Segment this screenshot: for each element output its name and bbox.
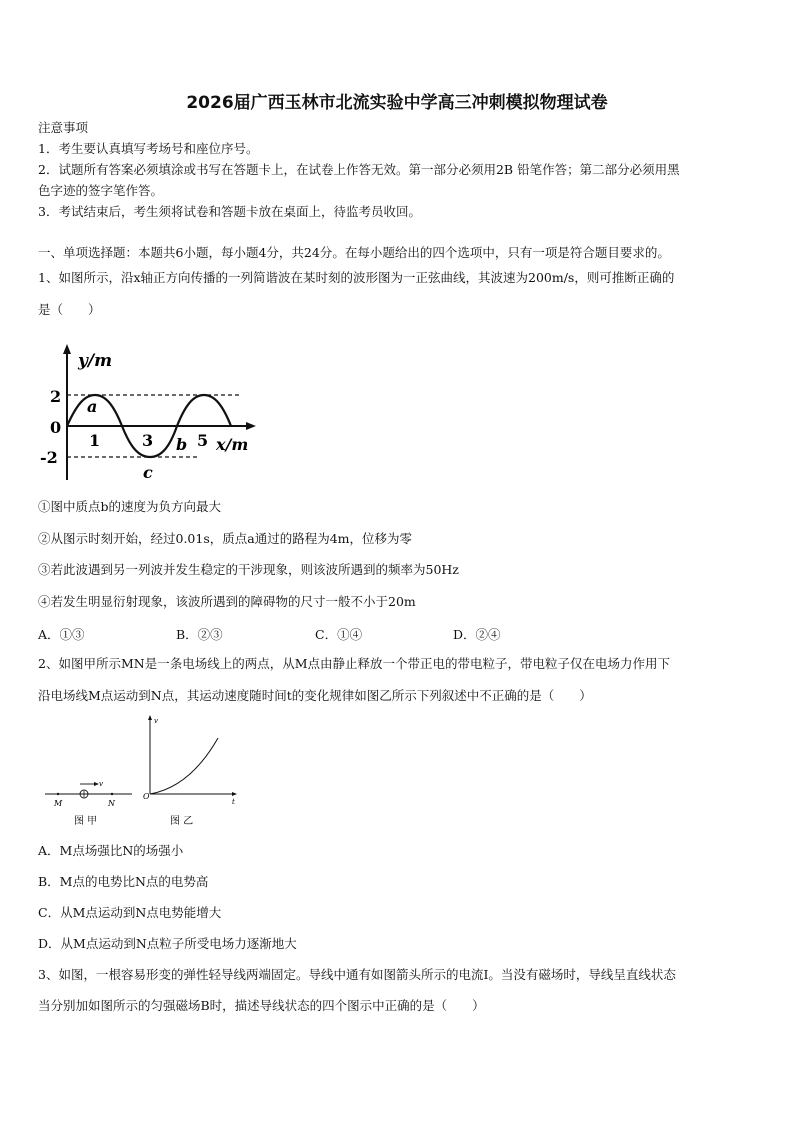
v-axis-label: v [154, 717, 158, 725]
notice-item-3: 3．考试结束后，考生须将试卷和答题卡放在桌面上，待监考员收回。 [38, 204, 421, 219]
q1-statement-4: ④若发生明显衍射现象，该波所遇到的障碍物的尺寸一般不小于20m [38, 594, 416, 609]
q2-option-c[interactable]: C．从M点运动到N点电势能增大 [38, 905, 222, 920]
notice-heading: 注意事项 [38, 120, 89, 135]
notice-item-2-cont: 色字迹的签字笔作答。 [38, 183, 164, 198]
q1-statement-1: ①图中质点b的速度为负方向最大 [38, 499, 222, 514]
q1-option-d[interactable]: D．②④ [453, 627, 501, 642]
q2-stem: 2、如图甲所示MN是一条电场线上的两点，从M点由静止释放一个带正电的带电粒子，带电粒子仅在电场力作用下 [38, 656, 670, 671]
q1-option-c[interactable]: C．①④ [315, 627, 363, 642]
q2-stem-cont: 沿电场线M点运动到N点，其运动速度随时间t的变化规律如图乙所示下列叙述中不正确的是（ ） [38, 688, 592, 703]
q1-stem: 1、如图所示，沿x轴正方向传播的一列简谐波在某时刻的波形图为一正弦曲线，其波速为200m/s，则可推断正确的 [38, 270, 675, 285]
q3-stem-cont: 当分别加如图所示的匀强磁场B时，描述导线状态的四个图示中正确的是（ ） [38, 998, 485, 1013]
y-tick-neg2: -2 [40, 448, 58, 467]
point-n-label: N [108, 799, 115, 808]
caption-fig-a: 图 甲 [74, 816, 98, 827]
x-tick-3: 3 [142, 431, 154, 450]
vt-curve [150, 738, 218, 794]
caption-fig-b: 图 乙 [170, 816, 194, 827]
t-axis-label: t [232, 798, 235, 806]
y-tick-2: 2 [50, 387, 62, 406]
point-m-label: M [54, 799, 63, 808]
section-heading: 一、单项选择题：本题共6小题，每小题4分，共24分。在每小题给出的四个选项中，只有一项是符合题目要求的。 [38, 245, 670, 260]
y-tick-0: 0 [50, 418, 62, 437]
point-a-label: a [87, 397, 98, 416]
exam-title: 2026届广西玉林市北流实验中学高三冲刺模拟物理试卷 [186, 93, 608, 113]
point-c-label: c [143, 463, 153, 482]
y-axis-label: y/m [78, 351, 113, 371]
q1-statement-3: ③若此波遇到另一列波并发生稳定的干涉现象，则该波所遇到的频率为50Hz [38, 562, 459, 577]
q1-statement-2: ②从图示时刻开始，经过0.01s，质点a通过的路程为4m，位移为零 [38, 531, 413, 546]
q2-option-d[interactable]: D．从M点运动到N点粒子所受电场力逐渐地大 [38, 936, 297, 951]
origin-label: O [143, 792, 150, 801]
notice-item-1: 1．考生要认真填写考场号和座位序号。 [38, 141, 259, 156]
x-axis-label: x/m [216, 435, 249, 454]
q1-wave-figure [40, 340, 270, 485]
point-b-label: b [176, 435, 188, 454]
q1-stem-cont: 是（ ） [38, 302, 101, 317]
notice-item-2: 2．试题所有答案必须填涂或书写在答题卡上，在试卷上作答无效。第一部分必须用2B 铅笔作答；第二部分必须用黑 [38, 162, 680, 177]
q1-option-a[interactable]: A．①③ [38, 627, 85, 642]
velocity-arrow-label: v [99, 780, 103, 788]
x-tick-1: 1 [89, 431, 101, 450]
q1-option-b[interactable]: B．②③ [176, 627, 223, 642]
q2-figures [40, 712, 250, 830]
q2-option-a[interactable]: A．M点场强比N的场强小 [38, 843, 184, 858]
x-tick-5: 5 [197, 431, 209, 450]
q3-stem: 3、如图，一根容易形变的弹性轻导线两端固定。导线中通有如图箭头所示的电流I。当没有磁场时，导线呈直线状态 [38, 967, 676, 982]
q2-option-b[interactable]: B．M点的电势比N点的电势高 [38, 874, 209, 889]
